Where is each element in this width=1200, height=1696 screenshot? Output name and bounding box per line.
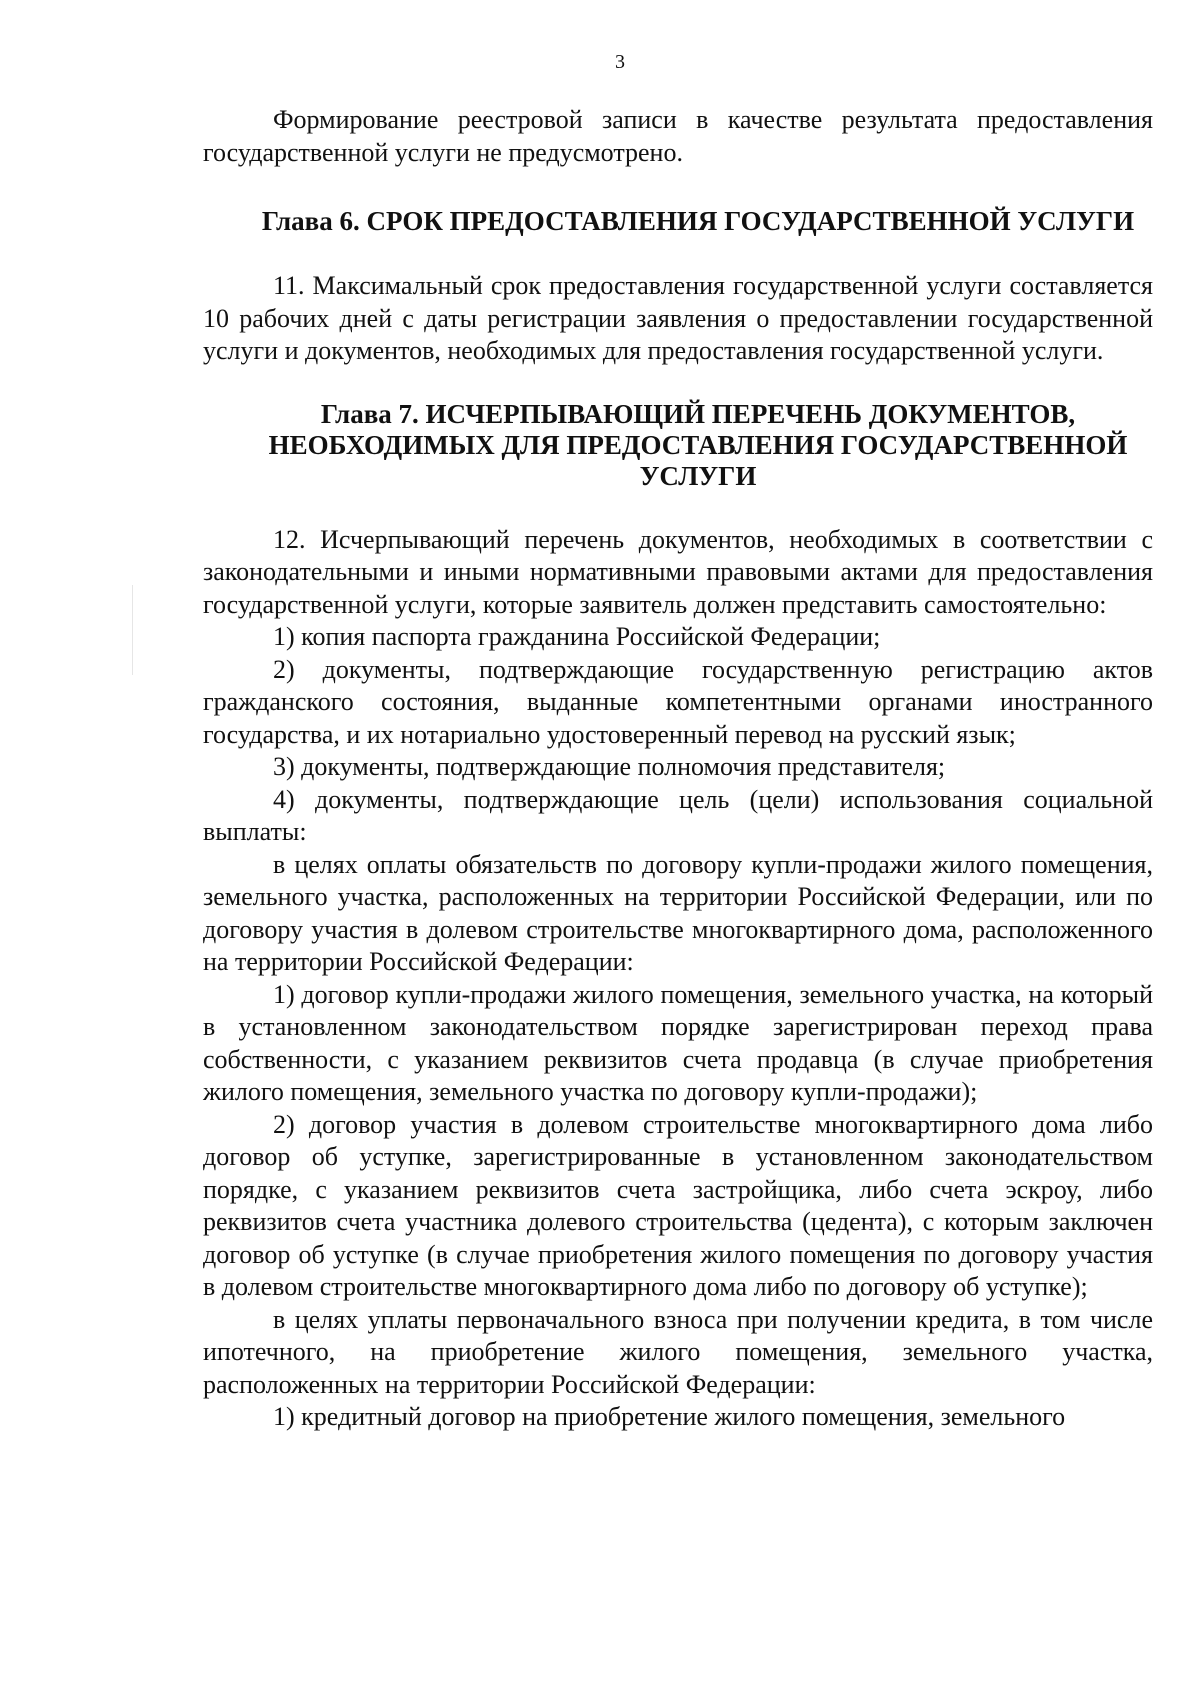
sub-paragraph: в целях оплаты обязательств по договору купли-продажи жилого помещения, земельного участка, расположенных на территории Российской Федерации, или по договору участия в долевом строительстве многоквартирного дома, расположенного на территории Российской Федерации: (203, 849, 1153, 976)
list-item: 2) договор участия в долевом строительстве многоквартирного дома либо договор об уступке, зарегистрированные в установленном законодательством порядке, с указанием реквизитов счета застройщика, либо счета эскроу, либо реквизитов счета участника долевого строительства (цедента), с которым заключен договор об уступке (в случае приобретения жилого помещения по договору участия в долевом строительстве многоквартирного дома либо по договору об уступке); (203, 1109, 1153, 1301)
paragraph-11: 11. Максимальный срок предоставления государственной услуги составляется 10 рабочих дней с даты регистрации заявления о предоставлении государственной услуги и документов, необходимых для предоставления государственной услуги. (203, 271, 1153, 365)
list-item: 3) документы, подтверждающие полномочия представителя; (273, 752, 946, 781)
sub-paragraph: в целях уплаты первоначального взноса при получении кредита, в том числе ипотечного, на приобретение жилого помещения, земельного участка, расположенных на территории Российской Федерации: (203, 1304, 1153, 1399)
intro-paragraph: Формирование реестровой записи в качестве результата предоставления государственной услуги не предусмотрено. (203, 105, 1153, 167)
list-item: 1) копия паспорта гражданина Российской Федерации; (273, 622, 881, 651)
page-number: 3 (615, 51, 625, 73)
chapter-7-title-line: НЕОБХОДИМЫХ ДЛЯ ПРЕДОСТАВЛЕНИЯ ГОСУДАРСТВЕННОЙ (268, 429, 1128, 460)
list-item: 1) договор купли-продажи жилого помещения, земельного участка, на который в установленном законодательством порядке зарегистрирован переход права собственности, с указанием реквизитов счета продавца (в случае приобретения жилого помещения, земельного участка по договору купли-продажи); (203, 979, 1153, 1106)
chapter-7-title-line: Глава 7. ИСЧЕРПЫВАЮЩИЙ ПЕРЕЧЕНЬ ДОКУМЕНТОВ, (320, 398, 1076, 429)
list-item: 4) документы, подтверждающие цель (цели) использования социальной выплаты: (203, 784, 1153, 846)
scan-margin-mark (132, 585, 133, 675)
chapter-7-title (203, 399, 1153, 492)
document-body (203, 104, 1153, 1434)
chapter-6-title: Глава 6. СРОК ПРЕДОСТАВЛЕНИЯ ГОСУДАРСТВЕННОЙ УСЛУГИ (261, 206, 1135, 236)
paragraph-12: 12. Исчерпывающий перечень документов, необходимых в соответствии с законодательными и иными нормативными правовыми актами для предоставления государственной услуги, которые заявитель должен представить самостоятельно: (203, 524, 1153, 619)
list-item: 1) кредитный договор на приобретение жилого помещения, земельного (273, 1402, 1066, 1431)
list-item: 2) документы, подтверждающие государственную регистрацию актов гражданского состояния, выданные компетентными органами иностранного государства, и их нотариально удостоверенный перевод на русский язык; (203, 654, 1153, 749)
chapter-7-title-line: УСЛУГИ (639, 460, 757, 491)
